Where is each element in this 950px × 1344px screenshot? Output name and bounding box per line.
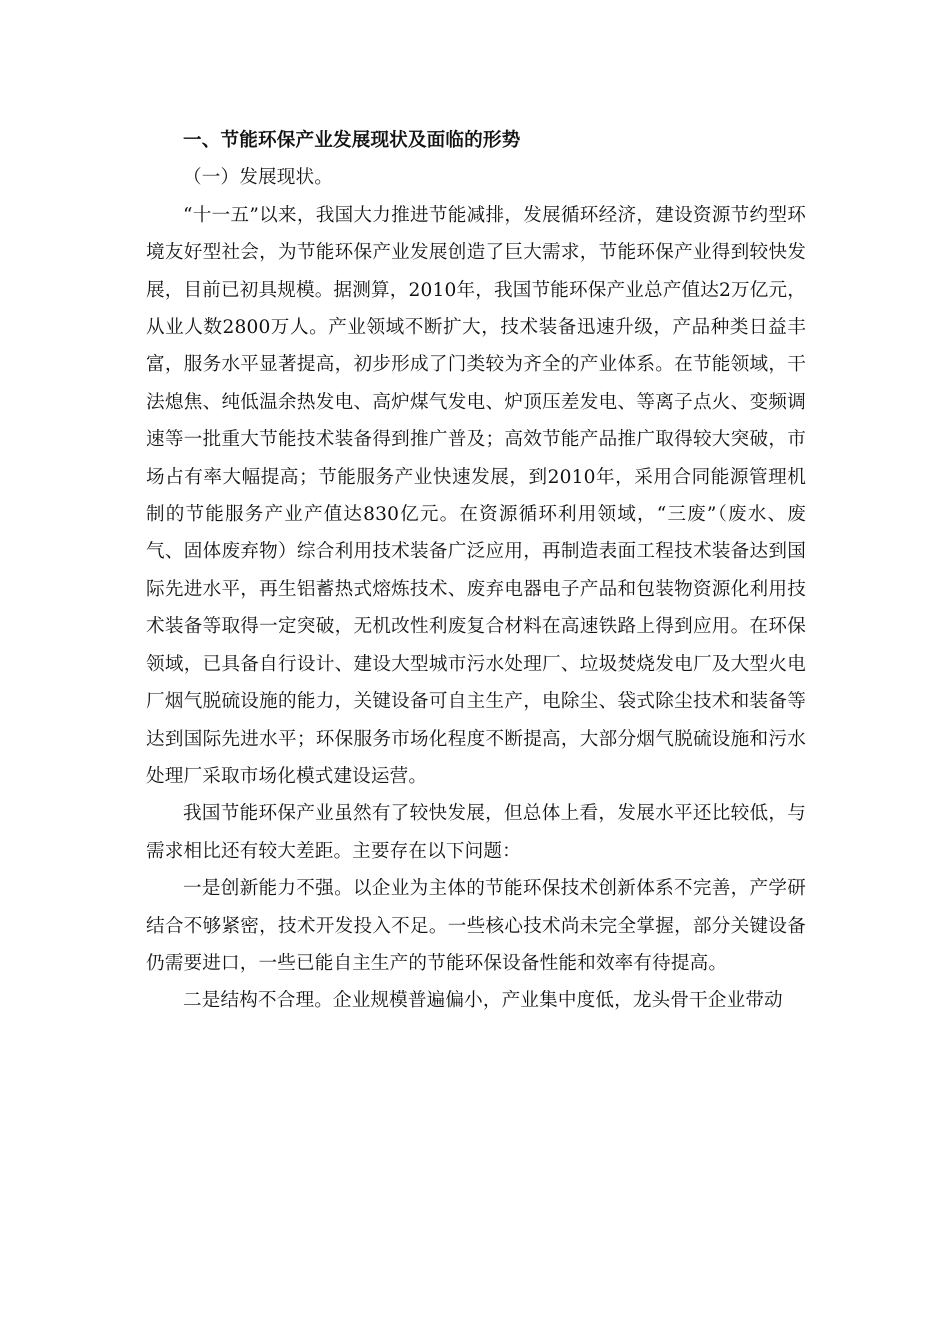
paragraph-structure-problem: 二是结构不合理。企业规模普遍偏小，产业集中度低，龙头骨干企业带动 [183, 990, 783, 1012]
paragraph-status-overview: “十一五”以来，我国大力推进节能减排，发展循环经济，建设资源节约型环境友好型社会，为节能环保产业发展创造了巨大需求，节能环保产业得到较快发展，目前已初具规模。据测算，2010年，我国节能环保产业总产值达2万亿元，从业人数2800万人。产业领域不断扩大，技术装备迅速升级，产品种类日益丰富，服务水平显著提高，初步形成了门类较为齐全的产业体系。在节能领域，干法熄焦、纯低温余热发电、高炉煤气发电、炉顶压差发电、等离子点火、变频调速等一批重大节能技术装备得到推广普及；高效节能产品推广取得较大突破，市场占有率大幅提高；节能服务产业快速发展，到2010年，采用合同能源管理机制的节能服务产业产值达830亿元。在资源循环利用领域，“三废”（废水、废气、固体废弃物）综合利用技术装备广泛应用，再制造表面工程技术装备达到国际先进水平，再生铝蓄热式熔炼技术、废弃电器电子产品和包装物资源化利用技术装备等取得一定突破，无机改性利废复合材料在高速铁路上得到应用。在环保领域，已具备自行设计、建设大型城市污水处理厂、垃圾焚烧发电厂及大型火电厂烟气脱硫设施的能力，关键设备可自主生产，电除尘、袋式除尘技术和装备等达到国际先进水平；环保服务市场化程度不断提高，大部分烟气脱硫设施和污水处理厂采取市场化模式建设运营。 [146, 204, 806, 787]
subsection-heading: （一）发展现状。 [183, 167, 333, 189]
document-body [146, 122, 806, 1020]
section-heading: 一、节能环保产业发展现状及面临的形势 [183, 130, 521, 151]
paragraph-problems-intro: 我国节能环保产业虽然有了较快发展，但总体上看，发展水平还比较低，与需求相比还有较大差距。主要存在以下问题： [146, 803, 806, 862]
paragraph-innovation-problem: 一是创新能力不强。以企业为主体的节能环保技术创新体系不完善，产学研结合不够紧密，技术开发投入不足。一些核心技术尚未完全掌握，部分关键设备仍需要进口，一些已能自主生产的节能环保设备性能和效率有待提高。 [146, 878, 806, 974]
